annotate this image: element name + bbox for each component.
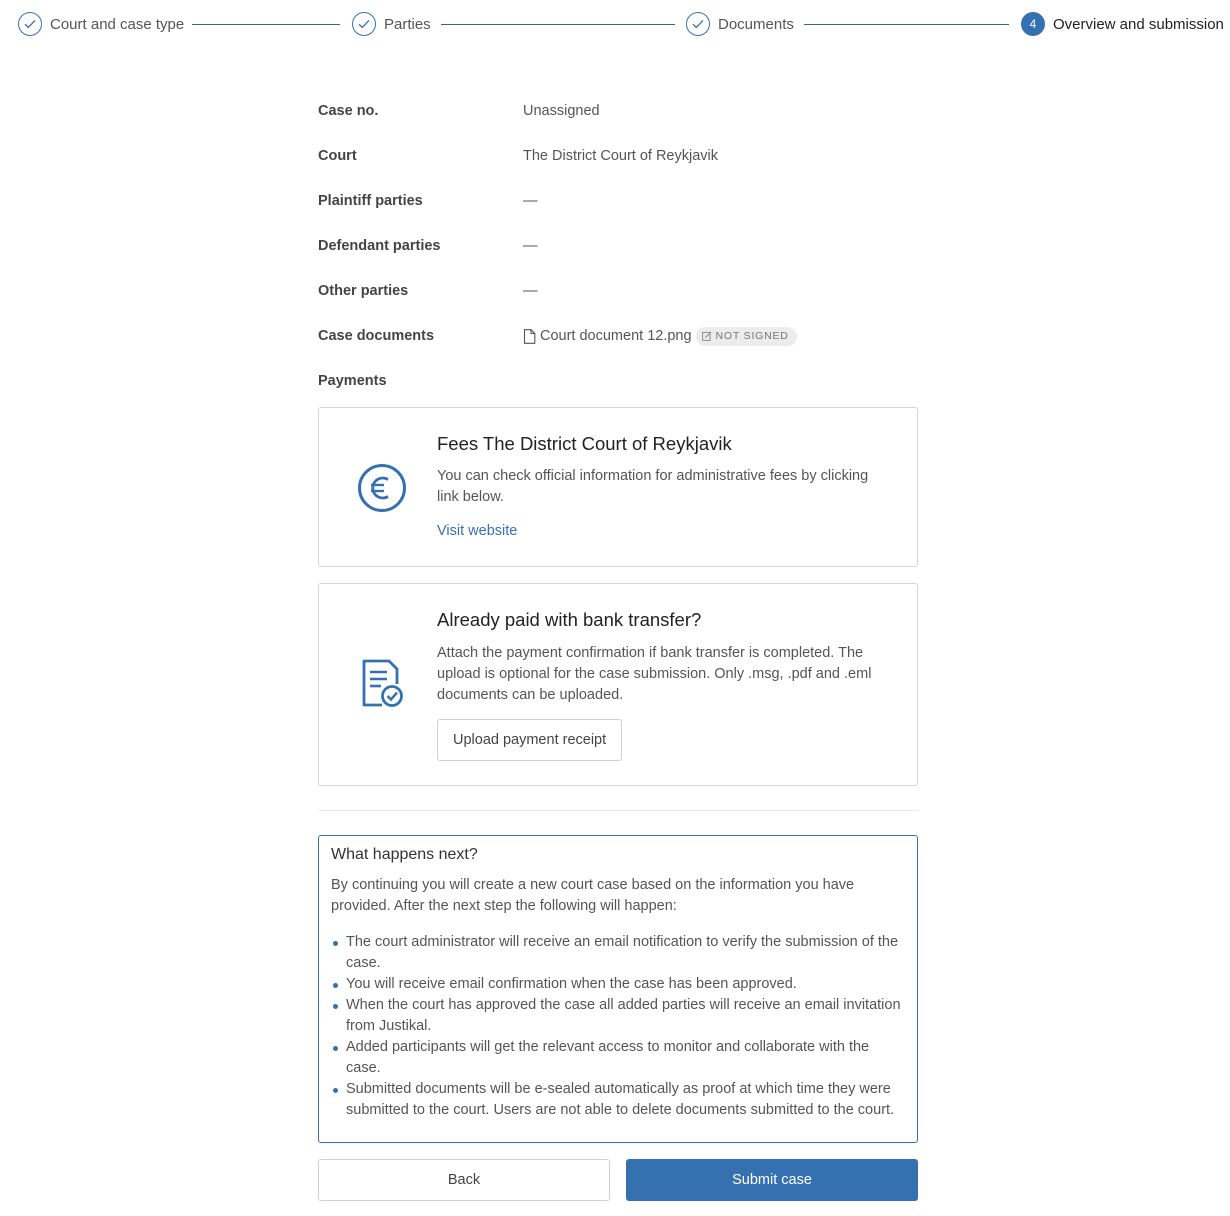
document-item[interactable]	[523, 327, 797, 346]
submit-case-button[interactable]: Submit case	[626, 1159, 918, 1201]
row-label: Other parties	[318, 283, 409, 299]
row-value: —	[523, 283, 538, 299]
row-label: Case documents	[318, 328, 435, 344]
summary-row-court	[318, 143, 718, 169]
list-item: The court administrator will receive an email notification to verify the submission of the case.	[331, 932, 906, 974]
row-label: Defendant parties	[318, 238, 441, 254]
next-steps-box	[318, 835, 918, 1143]
status-badge	[696, 327, 797, 346]
fees-card-title: Fees The District Court of Reykjavik	[437, 433, 732, 454]
edit-icon	[702, 331, 712, 341]
fees-card	[318, 407, 918, 567]
list-item: Added participants will get the relevant access to monitor and collaborate with the case.	[331, 1037, 906, 1079]
receipt-check-icon	[359, 658, 405, 715]
step-documents[interactable]	[686, 11, 794, 37]
next-steps-intro: By continuing you will create a new court case based on the information you have provided. After the next step the following will happen:	[331, 877, 855, 914]
check-icon	[352, 12, 376, 36]
step-label: Overview and submission	[1053, 15, 1224, 33]
bullet-dot	[333, 1046, 338, 1051]
summary-row-plaintiff	[318, 188, 538, 214]
divider	[318, 810, 918, 811]
bank-card-text: Attach the payment confirmation if bank transfer is completed. The upload is optional for the case submission. Only .msg, .pdf and .eml documents can be uploaded.	[437, 645, 872, 703]
step-label: Court and case type	[50, 15, 185, 33]
summary-row-documents	[318, 323, 797, 349]
list-item: Submitted documents will be e-sealed automatically as proof at which time they were submitted to the court. Users are not able to delete documents submitted to the court.	[331, 1079, 906, 1121]
bullet-dot	[333, 983, 338, 988]
step-number: 4	[1021, 12, 1045, 36]
check-icon	[18, 12, 42, 36]
progress-stepper	[0, 0, 1230, 48]
row-label: Payments	[318, 373, 387, 389]
bullet-dot	[333, 941, 338, 946]
step-connector	[441, 24, 675, 25]
summary-row-other	[318, 278, 538, 304]
row-label: Court	[318, 148, 357, 164]
step-court-and-case-type[interactable]	[18, 11, 184, 37]
summary-row-defendant	[318, 233, 538, 259]
next-steps-list	[331, 932, 906, 1121]
step-label: Parties	[384, 15, 431, 33]
step-connector	[192, 24, 340, 25]
check-icon	[686, 12, 710, 36]
euro-circle-icon	[357, 463, 407, 518]
summary-row-case-no	[318, 98, 600, 124]
row-value: —	[523, 238, 538, 254]
step-label: Documents	[718, 15, 794, 33]
step-overview-and-submission[interactable]	[1021, 11, 1224, 37]
summary-row-payments	[318, 368, 523, 394]
visit-website-link[interactable]: Visit website	[437, 523, 518, 539]
step-parties[interactable]	[352, 11, 431, 37]
file-icon	[523, 329, 536, 344]
bank-transfer-card	[318, 583, 918, 786]
bank-card-title: Already paid with bank transfer?	[437, 609, 702, 630]
row-label: Plaintiff parties	[318, 193, 423, 209]
next-steps-title: What happens next?	[331, 846, 478, 863]
list-item: You will receive email confirmation when the case has been approved.	[331, 974, 906, 995]
back-button[interactable]: Back	[318, 1159, 610, 1201]
row-value: Unassigned	[523, 103, 600, 119]
list-item: When the court has approved the case all added parties will receive an email invitation from Justikal.	[331, 995, 906, 1037]
bullet-dot	[333, 1088, 338, 1093]
upload-payment-receipt-button[interactable]: Upload payment receipt	[437, 719, 622, 761]
document-name: Court document 12.png	[540, 328, 692, 344]
row-value: —	[523, 193, 538, 209]
bullet-dot	[333, 1004, 338, 1009]
row-value: The District Court of Reykjavik	[523, 148, 718, 164]
badge-label: NOT SIGNED	[715, 330, 789, 342]
step-connector	[804, 24, 1009, 25]
fees-card-text: You can check official information for administrative fees by clicking link below.	[437, 468, 869, 505]
row-label: Case no.	[318, 103, 379, 119]
